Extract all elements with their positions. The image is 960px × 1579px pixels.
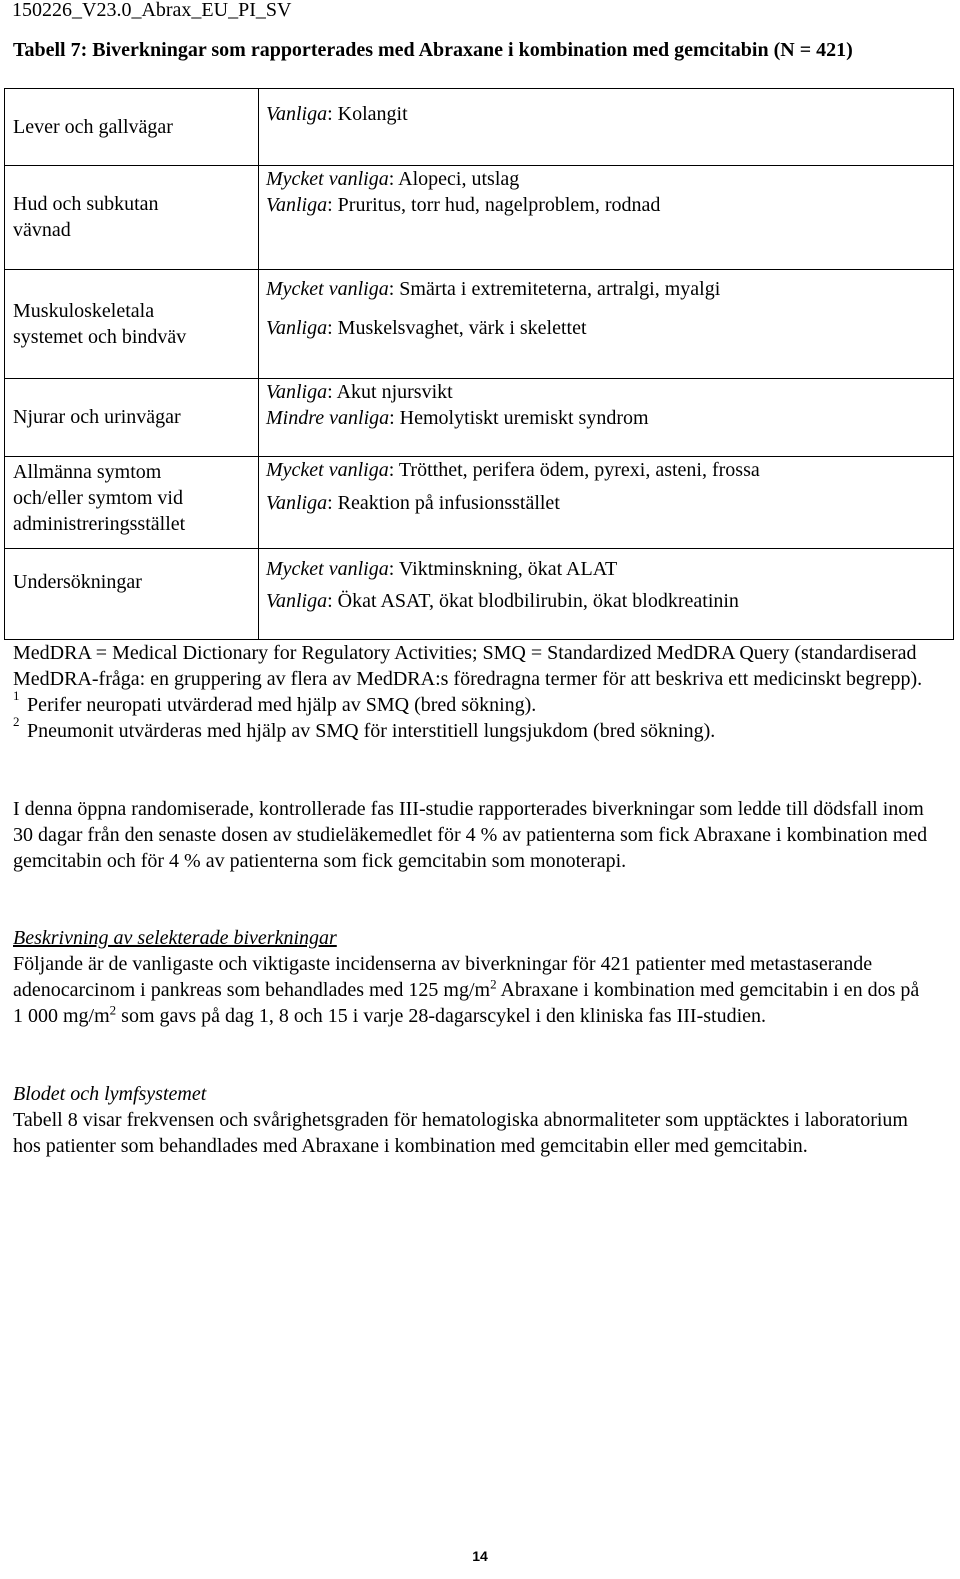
frequency-cell <box>259 166 954 270</box>
term-text: : Reaktion på infusionsstället <box>327 492 560 514</box>
soc-label: Hud och subkutan vävnad <box>13 193 159 241</box>
soc-cell <box>5 549 259 640</box>
term-line <box>266 276 953 302</box>
adverse-reactions-table <box>4 88 954 640</box>
soc-cell <box>5 457 259 549</box>
footnote-number: 2 <box>13 714 20 729</box>
table-row <box>5 89 954 166</box>
term-line <box>266 556 953 582</box>
abbreviations-note: MedDRA = Medical Dictionary for Regulatory Activities; SMQ = Standardized MedDRA Query (standardiserad MedDRA-fråga: en gruppering av flera av MedDRA:s föredragna termer för att beskriva ett medicinskt begrepp). <box>13 642 923 690</box>
soc-label: Njurar och urinvägar <box>13 406 181 428</box>
frequency-cell <box>259 457 954 549</box>
footnote-2 <box>13 714 933 744</box>
blood-section <box>13 1081 933 1159</box>
term-text: : Muskelsvaghet, värk i skelettet <box>327 317 587 339</box>
frequency-cell <box>259 270 954 379</box>
frequency-cell <box>259 379 954 457</box>
term-text: : Smärta i extremiteterna, artralgi, myalgi <box>388 278 721 300</box>
frequency-label: Mycket vanliga <box>266 558 389 580</box>
superscript: 2 <box>490 976 497 992</box>
term-text: : Hemolytiskt uremiskt syndrom <box>389 407 649 429</box>
term-text: : Pruritus, torr hud, nagelproblem, rodnad <box>327 194 661 216</box>
term-text: : Alopeci, utslag <box>388 168 520 190</box>
paragraph-text: som gavs på dag 1, 8 och 15 i varje 28-dagarscykel i den kliniska fas III-studien. <box>116 1005 766 1027</box>
soc-cell <box>5 89 259 166</box>
footnote-number: 1 <box>13 688 20 703</box>
frequency-cell <box>259 89 954 166</box>
paragraph-text: Följande är de vanligaste och viktigaste incidenserna av biverkningar för 421 patienter med metastaserande adenocarcinom i pankreas som behandlades med 125 mg/m <box>13 953 873 1001</box>
soc-cell <box>5 379 259 457</box>
term-line <box>266 166 953 192</box>
footnote-text: Pneumonit utvärderas med hjälp av SMQ för interstitiell lungsjukdom (bred sökning). <box>27 720 716 742</box>
section-paragraph: Tabell 8 visar frekvensen och svårighetsgraden för hematologiska abnormaliteter som upptäcktes i laboratorium hos patienter som behandlades med Abraxane i kombination med gemcitabin eller med gemcitabin. <box>13 1109 908 1157</box>
frequency-cell <box>259 549 954 640</box>
soc-label: Allmänna symtom och/eller symtom vid administreringsstället <box>13 461 186 535</box>
frequency-label: Vanliga <box>266 590 328 612</box>
frequency-label: Mycket vanliga <box>266 459 389 481</box>
table-caption: Tabell 7: Biverkningar som rapporterades med Abraxane i kombination med gemcitabin (N = 421) <box>13 39 853 61</box>
page-number: 14 <box>472 1548 488 1564</box>
term-line <box>266 457 953 483</box>
frequency-label: Mindre vanliga <box>266 407 390 429</box>
section-heading: Blodet och lymfsystemet <box>13 1083 207 1105</box>
frequency-label: Vanliga <box>266 194 328 216</box>
term-line <box>266 315 953 341</box>
term-text: : Akut njursvikt <box>327 381 453 403</box>
soc-label: Muskuloskeletala systemet och bindväv <box>13 300 187 348</box>
term-line <box>266 405 953 431</box>
term-line <box>266 588 953 614</box>
frequency-label: Vanliga <box>266 103 328 125</box>
table-notes <box>13 640 933 744</box>
term-line <box>266 490 953 516</box>
soc-cell <box>5 166 259 270</box>
document-header-code: 150226_V23.0_Abrax_EU_PI_SV <box>12 0 292 21</box>
table-row <box>5 549 954 640</box>
frequency-label: Vanliga <box>266 492 328 514</box>
table-row <box>5 270 954 379</box>
footnote-1 <box>13 688 933 718</box>
frequency-label: Vanliga <box>266 381 328 403</box>
frequency-label: Vanliga <box>266 317 328 339</box>
term-text: : Ökat ASAT, ökat blodbilirubin, ökat blodkreatinin <box>327 590 739 612</box>
term-line <box>266 192 953 218</box>
fatal-outcomes-paragraph: I denna öppna randomiserade, kontrollerade fas III-studie rapporterades biverkningar som ledde till dödsfall inom 30 dagar från den senaste dosen av studieläkemedlet för 4 % av patienterna som fick Abraxane i kombination med gemcitabin och för 4 % av patienterna som fick gemcitabin som monoterapi. <box>13 798 928 872</box>
section-heading: Beskrivning av selekterade biverkningar <box>13 927 337 949</box>
table-row <box>5 166 954 270</box>
soc-cell <box>5 270 259 379</box>
soc-label: Lever och gallvägar <box>13 116 173 138</box>
table-row <box>5 379 954 457</box>
footnote-text: Perifer neuropati utvärderad med hjälp av SMQ (bred sökning). <box>27 694 537 716</box>
soc-label: Undersökningar <box>13 571 142 593</box>
frequency-label: Mycket vanliga <box>266 168 389 190</box>
term-line <box>266 101 953 127</box>
frequency-label: Mycket vanliga <box>266 278 389 300</box>
term-line <box>266 379 953 405</box>
table-row <box>5 457 954 549</box>
term-text: : Viktminskning, ökat ALAT <box>388 558 618 580</box>
paragraph-text: Abraxane i kombination med gemcitabin i en dos på 1 000 mg/m <box>13 979 920 1027</box>
superscript: 2 <box>109 1002 117 1018</box>
term-text: : Trötthet, perifera ödem, pyrexi, asteni, frossa <box>388 459 760 481</box>
selected-reactions-section <box>13 925 933 1029</box>
term-text: : Kolangit <box>327 103 408 125</box>
section-paragraph <box>13 953 919 1027</box>
